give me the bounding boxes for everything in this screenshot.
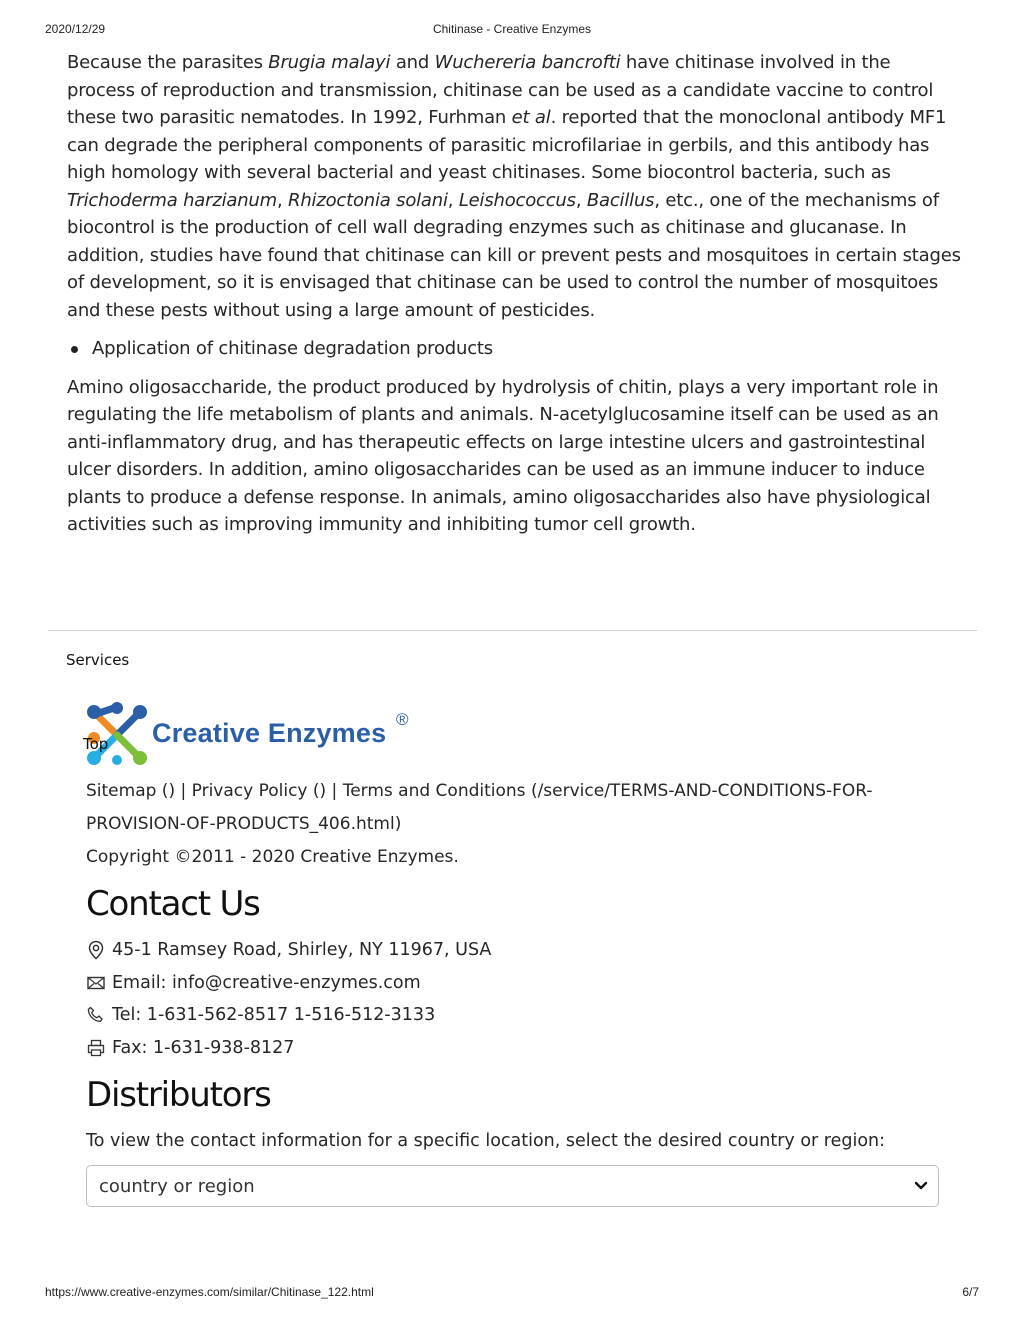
terms-link[interactable]: Terms and Conditions (/service/TERMS-AND-CONDITIONS-FOR-PROVISION-OF-PRODUCTS_406.html)	[86, 781, 873, 834]
distributors-heading: Distributors	[86, 1075, 271, 1115]
phone-icon	[86, 1005, 106, 1025]
logo-registered-mark: ®	[396, 710, 409, 729]
printer-icon	[86, 1038, 106, 1058]
article-body	[67, 49, 962, 539]
sitemap-link[interactable]: Sitemap ()	[86, 781, 176, 801]
paragraph-degradation-products: Amino oligosaccharide, the product produced by hydrolysis of chitin, plays a very important role in regulating the life metabolism of plants and animals. N-acetylglucosamine itself can be used as an anti-inflammatory drug, and has therapeutic effects on large intestine ulcers and gastrointestinal ulcer disorders. In addition, amino oligosaccharides can be used as an immune inducer to induce plants to produce a defense response. In animals, amino oligosaccharides also have physiological activities such as improving immunity and inhibiting tumor cell growth.	[67, 376, 939, 535]
address-row	[86, 937, 491, 963]
email-text[interactable]: Email: info@creative-enzymes.com	[112, 973, 421, 993]
footer-divider	[48, 630, 977, 631]
copyright-text: Copyright ©2011 - 2020 Creative Enzymes.	[86, 847, 459, 867]
email-row[interactable]	[86, 970, 421, 996]
address-text: 45-1 Ramsey Road, Shirley, NY 11967, USA	[112, 940, 492, 960]
services-label: Services	[66, 651, 130, 669]
creative-enzymes-logo[interactable]	[84, 700, 424, 770]
link-separator: |	[175, 781, 192, 801]
distributors-description: To view the contact information for a specific location, select the desired country or region:	[86, 1131, 886, 1151]
fax-row	[86, 1035, 294, 1061]
location-pin-icon	[86, 940, 106, 960]
country-region-select[interactable]	[86, 1165, 939, 1207]
tel-row	[86, 1002, 435, 1028]
tel-text: Tel: 1-631-562-8517 1-516-512-3133	[112, 1005, 436, 1025]
print-title: Chitinase - Creative Enzymes	[432, 22, 592, 36]
print-url: https://www.creative-enzymes.com/similar/Chitinase_122.html	[45, 1285, 374, 1299]
envelope-icon	[86, 973, 106, 993]
back-to-top-link[interactable]: Top	[83, 735, 109, 753]
select-value: country or region	[99, 1175, 255, 1197]
print-page-number: 6/7	[962, 1285, 979, 1299]
fax-text: Fax: 1-631-938-8127	[112, 1038, 295, 1058]
bullet-item: Application of chitinase degradation products	[67, 335, 962, 363]
chevron-down-icon	[914, 1178, 928, 1194]
logo-text: Creative Enzymes	[152, 718, 387, 748]
privacy-policy-link[interactable]: Privacy Policy ()	[191, 781, 327, 801]
contact-us-heading: Contact Us	[86, 884, 260, 924]
link-separator: |	[326, 781, 343, 801]
print-date: 2020/12/29	[45, 22, 106, 36]
footer-links	[86, 775, 916, 874]
paragraph-chitinase-biocontrol: Because the parasites Brugia malayi and Wuchereria bancrofti have chitinase involved in the process of reproduction and transmission, chitinase can be used as a candidate vaccine to control these two parasitic nematodes. In 1992, Furhman et al. reported that the monoclonal antibody MF1 can degrade the peripheral components of parasitic microfilariae in gerbils, and this antibody has high homology with several bacterial and yeast chitinases. Some biocontrol bacteria, such as Trichoderma harzianum, Rhizoctonia solani, Leishococcus, Bacillus, etc., one of the mechanisms of biocontrol is the production of cell wall degrading enzymes such as chitinase and glucanase. In addition, studies have found that chitinase can kill or prevent pests and mosquitoes in certain stages of development, so it is envisaged that chitinase can be used to control the number of mosquitoes and these pests without using a large amount of pesticides.	[67, 52, 961, 321]
